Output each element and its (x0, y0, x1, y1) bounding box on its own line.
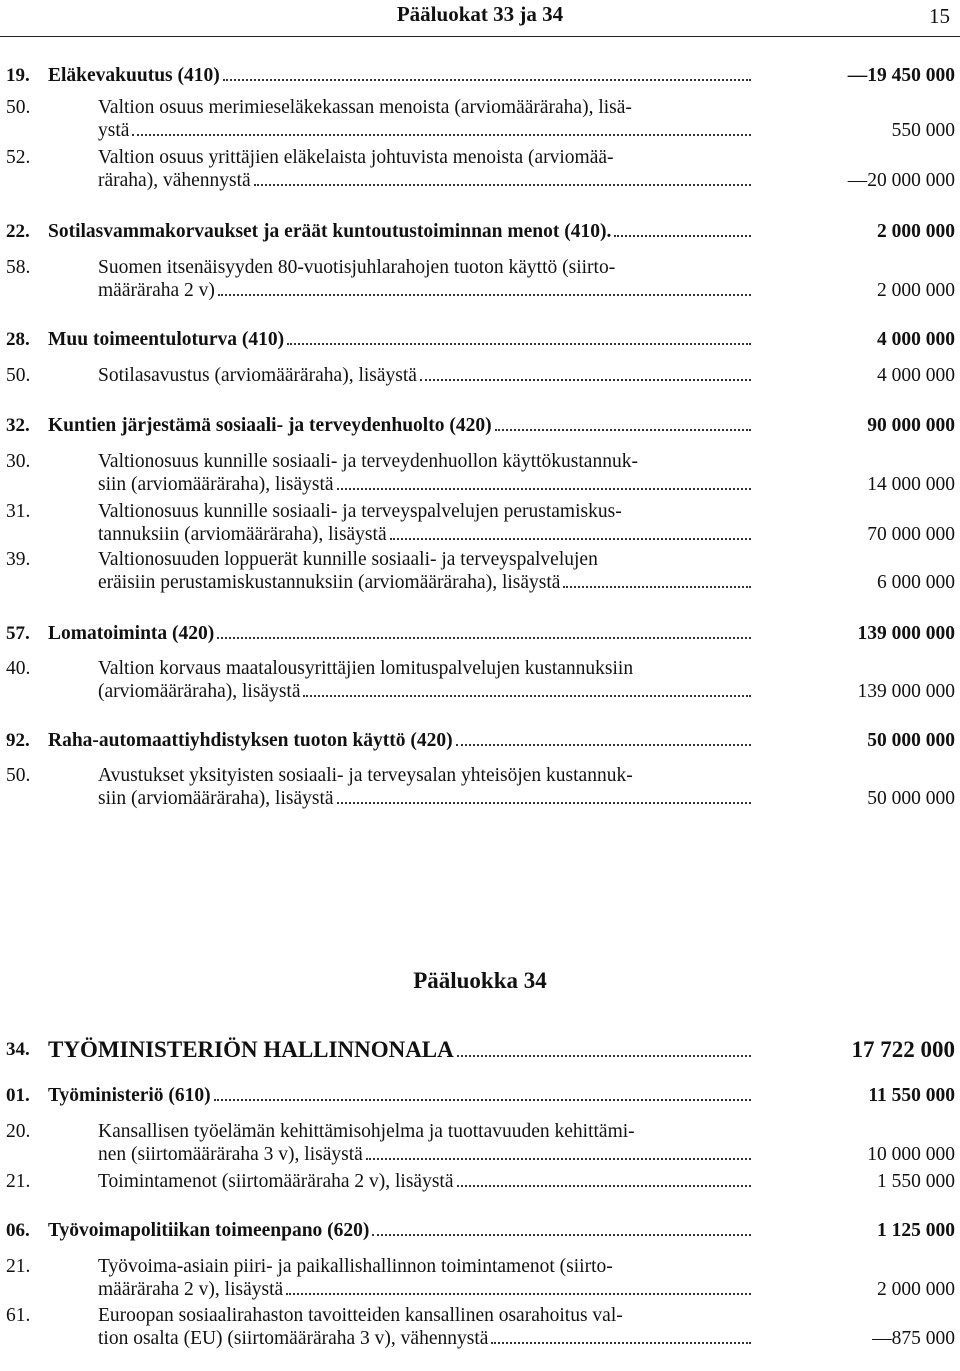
chapter-title: TYÖMINISTERIÖN HALLINNONALA (48, 1037, 454, 1062)
dot-leader (614, 220, 751, 237)
dot-leader (420, 364, 751, 381)
item-number: 39. (6, 549, 31, 570)
dot-leader (563, 571, 751, 588)
dot-leader (457, 1037, 751, 1057)
item-text-line: määräraha 2 v) (98, 280, 215, 301)
item-text-line: Valtion korvaus maatalousyrittäjien lomituspalvelujen kustannuksiin (98, 658, 634, 679)
dot-leader (456, 729, 751, 746)
item-text (48, 220, 753, 243)
item-text-line: Työministeriö (610) (48, 1085, 211, 1106)
dot-leader (132, 119, 751, 136)
header-rule (0, 36, 960, 37)
item-amount: 90 000 000 (867, 415, 955, 436)
dot-leader (390, 523, 751, 540)
item-text-line: Kansallisen työelämän kehittämisohjelma ja tuottavuuden kehittämi- (98, 1121, 635, 1142)
item-amount: 4 000 000 (877, 365, 955, 386)
item-text-line: Eläkevakuutus (410) (48, 65, 220, 86)
item-number: 31. (6, 501, 31, 522)
page-header (0, 0, 960, 34)
item-text-line: Valtionosuuden loppuerät kunnille sosiaali- ja terveyspalvelujen (98, 549, 598, 570)
dot-leader (337, 787, 751, 804)
item-text (98, 146, 753, 192)
item-text-line: tannuksiin (arviomääräraha), lisäystä (98, 524, 387, 545)
item-text (98, 96, 753, 142)
item-text (48, 622, 753, 645)
dot-leader (495, 414, 751, 431)
item-amount: 2 000 000 (877, 1279, 955, 1300)
item-text-line: Raha-automaattiyhdistyksen tuoton käyttö (420) (48, 730, 453, 751)
item-amount: 2 000 000 (877, 280, 955, 301)
item-text (48, 1219, 753, 1242)
item-number: 50. (6, 97, 31, 118)
item-number: 20. (6, 1121, 31, 1142)
item-number: 01. (6, 1085, 30, 1106)
item-text (98, 764, 753, 810)
item-amount: 550 000 (891, 120, 955, 141)
item-text (98, 1120, 753, 1166)
item-text-line: (arviomääräraha), lisäystä (98, 681, 301, 702)
dot-leader (286, 1278, 751, 1295)
item-text-line: tion osalta (EU) (siirtomääräraha 3 v), vähennystä (98, 1328, 489, 1349)
item-text (98, 500, 753, 546)
item-number: 61. (6, 1305, 31, 1326)
item-text (98, 1255, 753, 1301)
item-number: 58. (6, 257, 31, 278)
item-text (98, 657, 753, 703)
item-text-line: Työvoimapolitiikan toimeenpano (620) (48, 1220, 370, 1241)
item-number: 52. (6, 147, 31, 168)
item-text-line: määräraha 2 v), lisäystä (98, 1279, 284, 1300)
item-number: 57. (6, 623, 30, 644)
item-text (48, 328, 753, 351)
item-text-line: Euroopan sosiaalirahaston tavoitteiden kansallinen osarahoitus val- (98, 1305, 623, 1326)
item-text-line: eräisiin perustamiskustannuksiin (arviomääräraha), lisäystä (98, 572, 561, 593)
item-amount: 10 000 000 (867, 1144, 955, 1165)
item-amount: 6 000 000 (877, 572, 955, 593)
item-text (98, 1170, 753, 1193)
item-text (48, 64, 753, 87)
item-amount: 1 125 000 (877, 1220, 955, 1241)
dot-leader (287, 328, 751, 345)
item-amount: —19 450 000 (847, 65, 955, 86)
item-text-line: Valtionosuus kunnille sosiaali- ja terveyspalvelujen perustamiskus- (98, 501, 622, 522)
item-number: 22. (6, 221, 30, 242)
item-text-line: Sotilasvammakorvaukset ja eräät kuntoutustoiminnan menot (410). (48, 221, 612, 242)
item-text-line: Valtion osuus merimieseläkekassan menoista (arviomääräraha), lisä- (98, 97, 632, 118)
item-text (48, 1084, 753, 1107)
item-text-line: Toimintamenot (siirtomääräraha 2 v), lisäystä (98, 1171, 454, 1192)
item-text (48, 729, 753, 752)
item-text-line: nen (siirtomääräraha 3 v), lisäystä (98, 1144, 363, 1165)
dot-leader (254, 169, 751, 186)
item-amount: —20 000 000 (847, 170, 955, 191)
item-text-line: Kuntien järjestämä sosiaali- ja terveydenhuolto (420) (48, 415, 492, 436)
chapter-amount: 17 722 000 (851, 1037, 955, 1062)
item-text (98, 256, 753, 302)
dot-leader (214, 1084, 751, 1101)
item-number: 30. (6, 451, 31, 472)
item-text-line: siin (arviomääräraha), lisäystä (98, 788, 334, 809)
item-number: 21. (6, 1171, 31, 1192)
item-text-line: räraha), vähennystä (98, 170, 251, 191)
item-number: 28. (6, 329, 30, 350)
item-number: 06. (6, 1220, 30, 1241)
item-amount: 1 550 000 (877, 1171, 955, 1192)
item-text-line: ystä (98, 120, 130, 141)
item-amount: 139 000 000 (857, 623, 955, 644)
item-number: 50. (6, 365, 31, 386)
dot-leader (372, 1219, 751, 1236)
dot-leader (223, 64, 751, 81)
item-number: 50. (6, 765, 31, 786)
item-amount: 14 000 000 (867, 474, 955, 495)
running-title: Pääluokat 33 ja 34 (396, 2, 564, 26)
item-amount: 2 000 000 (877, 221, 955, 242)
dot-leader (218, 279, 751, 296)
item-number: 40. (6, 658, 31, 679)
chapter-number: 34. (6, 1039, 30, 1060)
item-text-line: siin (arviomääräraha), lisäystä (98, 474, 334, 495)
item-text (98, 364, 753, 387)
item-amount: 4 000 000 (877, 329, 955, 350)
item-text-line: Muu toimeentuloturva (410) (48, 329, 285, 350)
item-text (48, 414, 753, 437)
page-number: 15 (929, 4, 950, 28)
item-amount: 50 000 000 (867, 730, 955, 751)
item-text (98, 548, 753, 594)
dot-leader (457, 1170, 752, 1187)
item-amount: —875 000 (872, 1328, 955, 1349)
item-text (98, 450, 753, 496)
item-text-line: Sotilasavustus (arviomääräraha), lisäystä (98, 365, 417, 386)
item-text-line: Valtion osuus yrittäjien eläkelaista johtuvista menoista (arviomää- (98, 147, 614, 168)
item-amount: 139 000 000 (857, 681, 955, 702)
item-text-line: Lomatoiminta (420) (48, 623, 215, 644)
item-number: 92. (6, 730, 30, 751)
item-number: 19. (6, 65, 30, 86)
dot-leader (366, 1143, 751, 1160)
item-number: 21. (6, 1256, 31, 1277)
item-amount: 11 550 000 (868, 1085, 955, 1106)
item-amount: 50 000 000 (867, 788, 955, 809)
item-text-line: Suomen itsenäisyyden 80-vuotisjuhlarahojen tuoton käyttö (siirto- (98, 257, 616, 278)
dot-leader (303, 680, 751, 697)
item-amount: 70 000 000 (867, 524, 955, 545)
item-text-line: Avustukset yksityisten sosiaali- ja terveysalan yhteisöjen kustannuk- (98, 765, 633, 786)
dot-leader (217, 622, 751, 639)
item-text (98, 1304, 753, 1350)
item-number: 32. (6, 415, 30, 436)
dot-leader (491, 1327, 751, 1344)
item-text-line: Valtionosuus kunnille sosiaali- ja terveydenhuollon käyttökustannuk- (98, 451, 638, 472)
section-heading: Pääluokka 34 (413, 968, 547, 993)
item-text-line: Työvoima-asiain piiri- ja paikallishallinnon toimintamenot (siirto- (98, 1256, 613, 1277)
dot-leader (337, 473, 751, 490)
